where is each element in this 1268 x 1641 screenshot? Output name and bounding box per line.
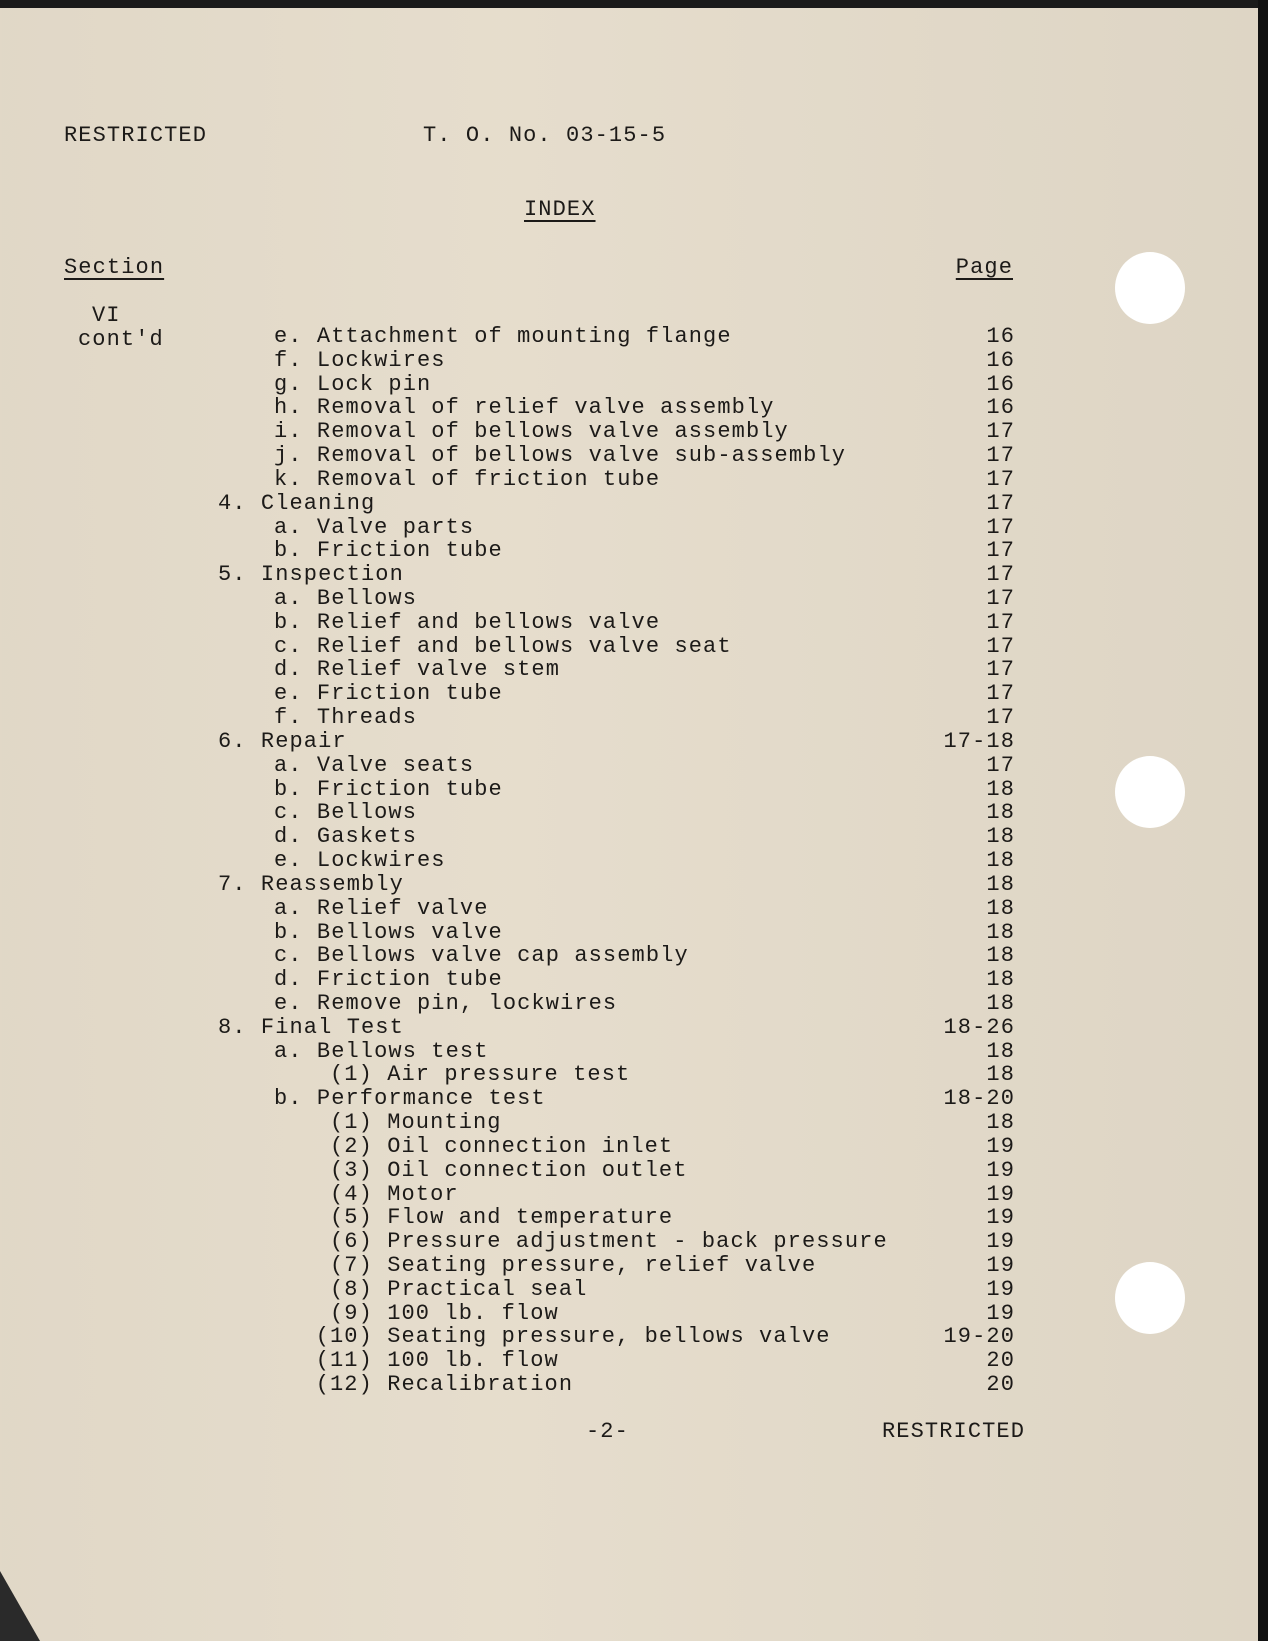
entry-title: Mounting	[387, 1110, 502, 1136]
section-note: cont'd	[78, 327, 164, 352]
entry-prefix: d.	[274, 657, 303, 683]
section-number: VI	[92, 303, 121, 328]
entry-prefix: f.	[274, 347, 303, 373]
entry-title: Flow and temperature	[387, 1205, 674, 1231]
entry-page: 17	[986, 514, 1015, 540]
entry-prefix: c.	[274, 633, 303, 659]
entry-title: Bellows valve cap assembly	[316, 943, 689, 969]
entry-title: Threads	[316, 705, 418, 731]
entry-title: Removal of relief valve assembly	[316, 395, 775, 421]
entry-prefix: 6.	[218, 728, 247, 754]
entry-page: 16	[986, 324, 1015, 349]
entry-title: Friction tube	[316, 967, 503, 993]
entry-page: 19	[986, 1276, 1015, 1302]
entry-prefix: b.	[274, 1086, 303, 1112]
entry-prefix: c.	[274, 800, 303, 826]
entry-prefix: 5.	[218, 562, 247, 588]
entry-page: 18-26	[943, 1014, 1015, 1040]
entry-title: Relief valve	[316, 895, 489, 921]
entry-page: 17	[986, 657, 1015, 683]
entry-page: 17	[986, 466, 1015, 492]
entry-prefix: (3)	[330, 1157, 373, 1183]
entry-page: 19	[986, 1300, 1015, 1326]
entry-title: Valve seats	[316, 752, 475, 778]
entry-prefix: 8.	[218, 1014, 247, 1040]
entry-page: 17	[986, 562, 1015, 588]
entry-page: 18	[986, 824, 1015, 850]
entry-page: 18	[986, 895, 1015, 921]
entry-page: 17	[986, 633, 1015, 659]
entry-title: Removal of bellows valve sub-assembly	[316, 443, 847, 469]
entry-prefix: b.	[274, 776, 303, 802]
entry-title: Motor	[387, 1181, 459, 1207]
entry-title: Recalibration	[387, 1372, 574, 1398]
entry-page: 17	[986, 705, 1015, 731]
entry-prefix: e.	[274, 681, 303, 707]
page-title: INDEX	[524, 197, 596, 222]
header-to-number: T. O. No. 03-15-5	[423, 123, 667, 148]
entry-prefix: d.	[274, 967, 303, 993]
entry-prefix: c.	[274, 943, 303, 969]
entry-page: 17	[986, 609, 1015, 635]
entry-page: 18	[986, 848, 1015, 874]
entry-prefix: k.	[274, 466, 303, 492]
entry-prefix: e.	[274, 990, 303, 1016]
entry-title: Performance test	[316, 1086, 546, 1112]
entry-title: Friction tube	[316, 538, 503, 564]
entry-title: Repair	[260, 728, 347, 754]
entry-title: Lock pin	[316, 371, 432, 397]
entry-page: 17	[986, 752, 1015, 778]
entry-title: Final Test	[260, 1014, 404, 1040]
entry-prefix: b.	[274, 609, 303, 635]
entry-page: 18	[986, 1038, 1015, 1064]
entry-title: Relief valve stem	[316, 657, 561, 683]
entry-prefix: j.	[274, 443, 303, 469]
entry-title: Friction tube	[316, 776, 503, 802]
entry-prefix: a.	[274, 895, 303, 921]
entry-title: Friction tube	[316, 681, 503, 707]
entry-title: 100 lb. flow	[387, 1300, 559, 1326]
entry-prefix: a.	[274, 586, 303, 612]
entry-prefix: (10)	[315, 1324, 373, 1350]
entry-prefix: d.	[274, 824, 303, 850]
entry-title: Cleaning	[260, 490, 376, 516]
entry-prefix: e.	[274, 848, 303, 874]
entry-page: 17	[986, 586, 1015, 612]
entry-title: Gaskets	[316, 824, 418, 850]
entry-title: Removal of friction tube	[316, 466, 661, 492]
entry-prefix: a.	[274, 752, 303, 778]
entry-title: 100 lb. flow	[387, 1348, 559, 1374]
entry-title: Bellows	[316, 586, 418, 612]
scan-corner	[0, 1571, 40, 1641]
entry-page: 19	[986, 1229, 1015, 1255]
entry-title: Oil connection outlet	[387, 1157, 688, 1183]
entry-title: Lockwires	[316, 848, 446, 874]
entry-prefix: (1)	[330, 1062, 373, 1088]
entry-page: 19	[986, 1157, 1015, 1183]
entry-page: 18	[986, 800, 1015, 826]
entry-title: Attachment of mounting flange	[316, 324, 732, 349]
entry-page: 18	[986, 919, 1015, 945]
entry-title: Relief and bellows valve seat	[316, 633, 732, 659]
entry-page: 18	[986, 990, 1015, 1016]
entry-title: Seating pressure, relief valve	[387, 1252, 817, 1278]
entry-prefix: i.	[274, 419, 303, 445]
entry-prefix: h.	[274, 395, 303, 421]
entry-page: 16	[986, 395, 1015, 421]
entry-page: 17	[986, 443, 1015, 469]
entry-prefix: a.	[274, 1038, 303, 1064]
entry-page: 18	[986, 943, 1015, 969]
entry-prefix: 4.	[218, 490, 247, 516]
entry-page: 19	[986, 1252, 1015, 1278]
entry-page: 18	[986, 1110, 1015, 1136]
entry-prefix: (8)	[330, 1276, 373, 1302]
footer-classification: RESTRICTED	[882, 1419, 1026, 1444]
punch-hole	[1115, 756, 1185, 828]
entry-page: 18	[986, 1062, 1015, 1088]
entry-prefix: e.	[274, 324, 303, 349]
entry-prefix: f.	[274, 705, 303, 731]
entry-page: 17	[986, 490, 1015, 516]
entry-page: 20	[986, 1348, 1015, 1374]
entry-page: 18	[986, 967, 1015, 993]
header-classification: RESTRICTED	[64, 123, 208, 148]
entry-title: Relief and bellows valve	[316, 609, 661, 635]
entry-page: 17	[986, 538, 1015, 564]
column-header-page: Page	[955, 255, 1013, 280]
entry-page: 18-20	[943, 1086, 1015, 1112]
entry-page: 18	[986, 871, 1015, 897]
entry-prefix: a.	[274, 514, 303, 540]
entry-page: 18	[986, 776, 1015, 802]
entry-prefix: (1)	[330, 1110, 373, 1136]
entry-prefix: (12)	[315, 1372, 373, 1398]
entry-page: 17-18	[943, 728, 1015, 754]
entry-title: Valve parts	[316, 514, 475, 540]
entry-prefix: b.	[274, 538, 303, 564]
entry-title: Bellows	[316, 800, 418, 826]
column-header-section: Section	[64, 255, 165, 280]
entry-title: Oil connection inlet	[387, 1133, 674, 1159]
entry-prefix: (11)	[315, 1348, 373, 1374]
document-page	[0, 8, 1258, 1641]
entry-prefix: (9)	[330, 1300, 373, 1326]
entry-prefix: (2)	[330, 1133, 373, 1159]
footer-page-number: -2-	[586, 1419, 629, 1444]
punch-hole	[1115, 1262, 1185, 1334]
entry-title: Pressure adjustment - back pressure	[387, 1229, 888, 1255]
entry-title: Inspection	[260, 562, 404, 588]
entry-title: Practical seal	[387, 1276, 588, 1302]
entry-title: Remove pin, lockwires	[316, 990, 618, 1016]
entry-page: 19	[986, 1205, 1015, 1231]
entry-page: 19-20	[943, 1324, 1015, 1350]
entry-page: 16	[986, 371, 1015, 397]
entry-title: Reassembly	[260, 871, 404, 897]
entry-prefix: (5)	[330, 1205, 373, 1231]
entry-page: 19	[986, 1181, 1015, 1207]
entry-page: 16	[986, 347, 1015, 373]
entry-page: 20	[986, 1372, 1015, 1398]
entry-title: Lockwires	[316, 347, 446, 373]
entry-page: 19	[986, 1133, 1015, 1159]
entry-title: Bellows valve	[316, 919, 503, 945]
entry-title: Removal of bellows valve assembly	[316, 419, 789, 445]
entry-prefix: (6)	[330, 1229, 373, 1255]
entry-prefix: (7)	[330, 1252, 373, 1278]
entry-title: Bellows test	[316, 1038, 489, 1064]
entry-prefix: 7.	[218, 871, 247, 897]
entry-title: Seating pressure, bellows valve	[387, 1324, 831, 1350]
entry-page: 17	[986, 419, 1015, 445]
entry-prefix: g.	[274, 371, 303, 397]
entry-prefix: b.	[274, 919, 303, 945]
entry-prefix: (4)	[330, 1181, 373, 1207]
entry-title: Air pressure test	[387, 1062, 631, 1088]
punch-hole	[1115, 252, 1185, 324]
entry-page: 17	[986, 681, 1015, 707]
scan-edge	[1258, 0, 1268, 1641]
